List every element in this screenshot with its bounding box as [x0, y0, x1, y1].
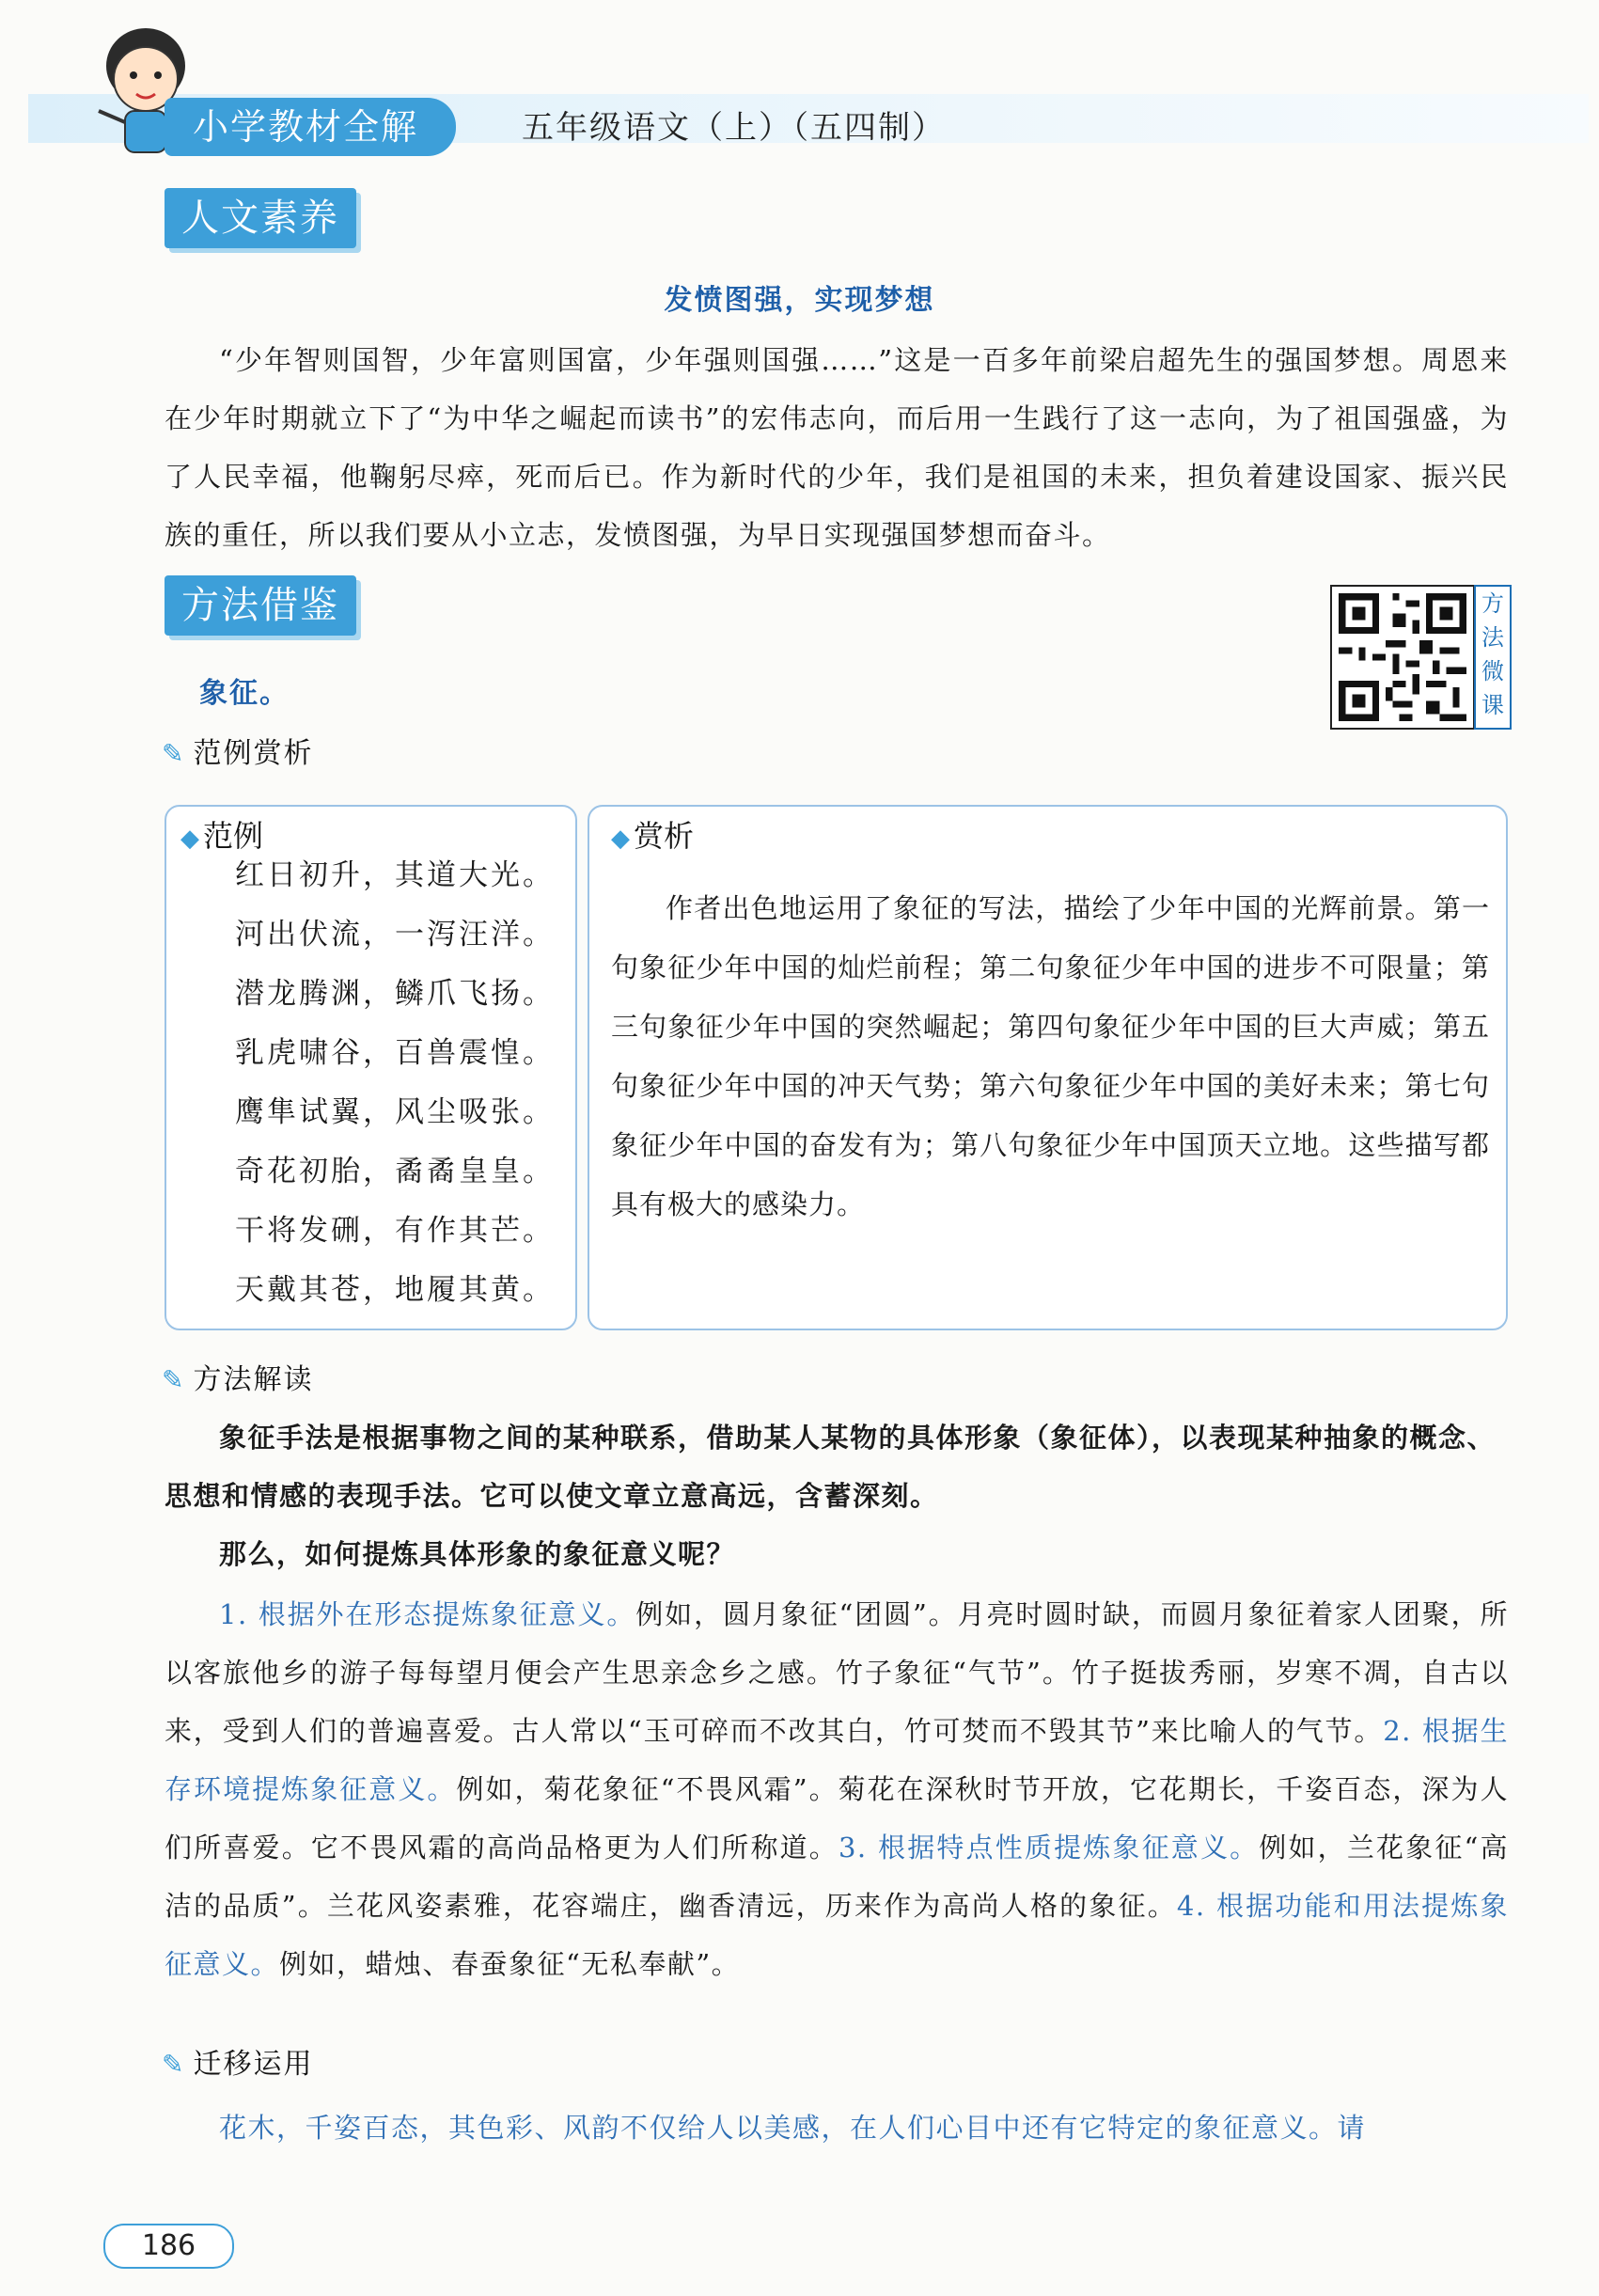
interpretation-question: 那么，如何提炼具体形象的象征意义呢？	[219, 1538, 736, 1570]
qr-label-char: 法	[1481, 624, 1504, 651]
subheading-examples	[162, 730, 313, 771]
method-name: 象征。	[199, 677, 290, 710]
pen-icon: ✎	[162, 2049, 186, 2080]
subheading-label: 迁移运用	[193, 2048, 314, 2081]
subject-title: 五年级语文（上）（五四制）	[522, 109, 946, 147]
subheading-interpretation	[162, 1356, 313, 1397]
poem-line: 奇花初胎，矞矞皇皇。	[235, 1155, 555, 1188]
method-point-3-text: 例如，兰花象征“高洁的品质”。兰花风姿素雅，花容端庄，幽香清远，历来作为高尚人格的象征。	[165, 1832, 1510, 1922]
interpretation-paragraph: 象征手法是根据事物之间的某种联系，借助某人某物的具体形象（象征体），以表现某种抽象的概念、思想和情感的表现手法。它可以使文章立意高远，含蓄深刻。	[165, 1422, 1497, 1512]
method-point-2: 2. 根据生存环境提炼象征意义。	[165, 1715, 1510, 1805]
poem-line: 潜龙腾渊，鳞爪飞扬。	[235, 977, 555, 1011]
poem-line: 红日初升，其道大光。	[235, 858, 555, 892]
method-point-3: 3. 根据特点性质提炼象征意义。	[838, 1832, 1260, 1864]
poem-line: 干将发硎，有作其芒。	[235, 1214, 555, 1248]
diamond-icon: ◆	[611, 825, 630, 853]
poem	[235, 846, 564, 1320]
analysis-box-title	[611, 812, 694, 856]
pen-icon: ✎	[162, 738, 186, 769]
humanities-paragraph: “少年智则国智，少年富则国富，少年强则国强……”这是一百多年前梁启超先生的强国梦想。周恩来在少年时期就立下了“为中华之崛起而读书”的宏伟志向，而后用一生践行了这一志向，为了祖国强盛，为了人民幸福，他鞠躬尽瘁，死而后已。作为新时代的少年，我们是祖国的未来，担负着建设国家、振兴民族的重任，所以我们要从小立志，发愤图强，为早日实现强国梦想而奋斗。	[165, 344, 1509, 551]
poem-line: 天戴其苍，地履其黄。	[235, 1273, 555, 1307]
poem-line: 河出伏流，一泻汪洋。	[235, 918, 555, 951]
method-point-1-text: 例如，圆月象征“团圆”。月亮时圆时缺，而圆月象征着家人团聚，所以客旅他乡的游子每每望月便会产生思亲念乡之感。竹子象征“气节”。竹子挺拔秀丽，岁寒不凋，自古以来，受到人们的普遍喜爱。古人常以“玉可碎而不改其白，竹可焚而不毁其节”来比喻人的气节。	[165, 1598, 1510, 1747]
qr-label-char: 课	[1481, 692, 1504, 718]
method-point-2-text: 例如，菊花象征“不畏风霜”。菊花在深秋时节开放，它花期长，千姿百态，深为人们所喜爱。它不畏风霜的高尚品格更为人们所称道。	[165, 1773, 1509, 1864]
method-point-1: 1. 根据外在形态提炼象征意义。	[219, 1598, 636, 1630]
section-heading-humanities: 人文素养	[165, 188, 356, 248]
article-title: 发愤图强，实现梦想	[664, 284, 935, 317]
series-badge: 小学教材全解	[165, 98, 456, 156]
method-point-4-text: 例如，蜡烛、春蚕象征“无私奉献”。	[279, 1948, 741, 1980]
analysis-paragraph: 作者出色地运用了象征的写法，描绘了少年中国的光辉前景。第一句象征少年中国的灿烂前程；第二句象征少年中国的进步不可限量；第三句象征少年中国的突然崛起；第四句象征少年中国的巨大声威；第五句象征少年中国的冲天气势；第六句象征少年中国的美好未来；第七句象征少年中国的奋发有为；第八句象征少年中国顶天立地。这些描写都具有极大的感染力。	[611, 892, 1490, 1220]
transfer-paragraph: 花木，千姿百态，其色彩、风韵不仅给人以美感，在人们心目中还有它特定的象征意义。请	[219, 2112, 1367, 2144]
qr-label	[1474, 585, 1512, 730]
page-number: 186	[103, 2224, 234, 2269]
qr-label-char: 微	[1481, 658, 1504, 684]
method-point-4: 4. 根据功能和用法提炼象征意义。	[165, 1890, 1510, 1980]
diamond-icon: ◆	[180, 825, 199, 853]
pen-icon: ✎	[162, 1364, 186, 1395]
subheading-label: 方法解读	[193, 1363, 314, 1396]
qr-code-icon[interactable]	[1330, 585, 1475, 730]
poem-line: 鹰隼试翼，风尘吸张。	[235, 1095, 555, 1129]
subheading-transfer	[162, 2040, 313, 2082]
poem-line: 乳虎啸谷，百兽震惶。	[235, 1036, 555, 1070]
section-heading-method: 方法借鉴	[165, 575, 356, 636]
subheading-label: 范例赏析	[193, 737, 314, 770]
box-title-label: 赏析	[634, 818, 695, 854]
qr-label-char: 方	[1481, 590, 1504, 617]
method-points-paragraph	[165, 1585, 1509, 1993]
box-title-label: 范例	[203, 818, 264, 854]
